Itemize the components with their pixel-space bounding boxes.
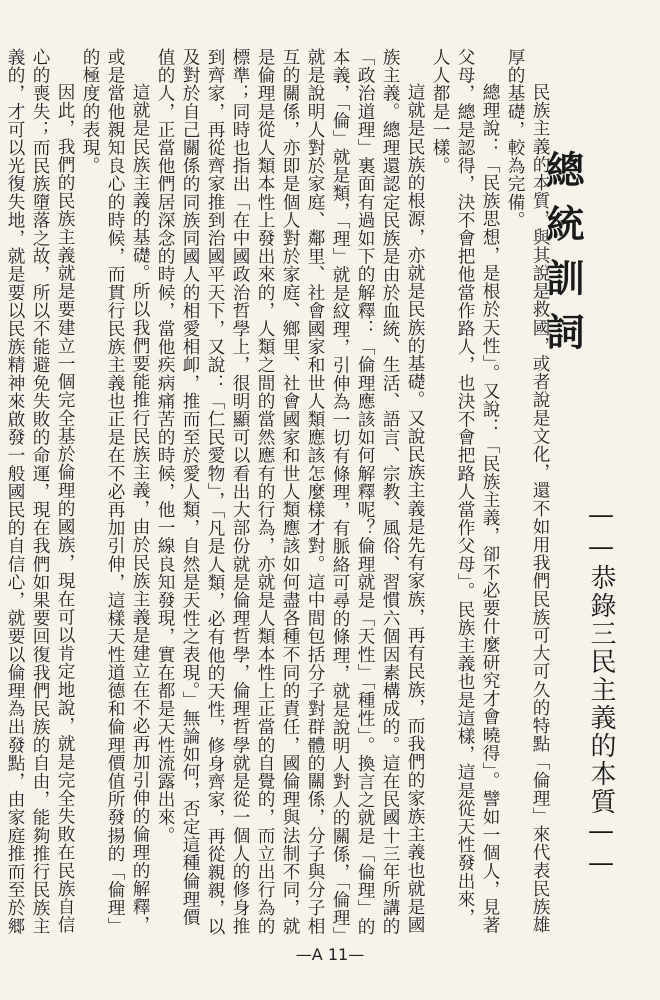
page-subtitle: ——恭錄三民主義的本質—— <box>586 500 616 880</box>
paragraph: 這就是民族主義的基礎。所以我們要能推行民族主義，由於民族主義是建立在不必再加引伸的倫理的解釋，或是當他親知良心的時候，而貫行民族主義也正是在不必再加引伸，這樣天性道德和倫理價值所發揚的「倫理」的極度的表現。 <box>80 48 150 935</box>
page-title: 總統訓詞 <box>540 150 585 366</box>
paragraph: 總理說：「民族思想，是根於天性」。又說：「民族主義，卻不必要什麼研究才會曉得」。譬如一個人，見著父母，總是認得，決不會把他當作路人，也決不會把路人當作父母」。民族主義也是這樣，這是從天性發出來，人人都是一樣。 <box>430 48 500 935</box>
paragraph: 民族主義的本質，與其說是救國，或者說是文化，還不如用我們民族可大可久的特點「倫理」來代表民族雄厚的基礎，較為完備。 <box>505 48 550 934</box>
paragraph: 這就是民族的根源，亦就是民族的基礎。又說民族主義是先有家族，再有民族，而我們的家族主義也就是國族主義。總理還認定民族是由於血統、生活、語言、宗教、風俗、習慣六個因素構成的。這在民國十三年所講的「政治道理」裏面有過如下的解釋：「倫理應該如何解釋呢？倫理就是「天性」「種性」。換言之就是「倫理」的本義，「倫」就是類，「理」就是紋理，引伸為一切有條理，有脈絡可尋的條理，就是說明人對人的關係，「倫理」就是說明人對於家庭、鄰里、社會國家和世人類應該怎麼樣才對。這中間包括分子對群體的關係，分子與分子相互的關係，亦即是個人對於家庭、鄉里、社會國家和世人類應該如何盡各種不同的責任，國倫理與法制不同，就是倫理是從人類本性上發出來的，人類之間的當然應有的行為，亦就是人類本性上正當的自覺的，而立出行為的標準；同時也指出「在中國政治哲學上，很明顯可以看出大部份就是倫理哲學，倫理哲學就是從一個人的修身推到齊家，再從齊家推到治國平天下，又說：「仁民愛物」，「凡是人類，必有他的天性，修身齊家，再從親親，以及對於自己關係的同族同國人的相愛相卹，推而至於愛人類，自然是天性之表現。」無論如何，否定這種倫理價值的人，正當他們居深念的時候，當他疾病痛苦的時候，他一線良知發現，實在都是天性流露出來。 <box>155 48 425 936</box>
page-number: —A 11— <box>295 945 365 964</box>
paragraph: 因此，我們的民族主義就是要建立一個完全基於倫理的國族，現在可以肯定地說，就是完全失敗在民族自信心的喪失；而民族墮落之故，所以不能避免失敗的命運，現在我們如果要回復我們民族的自由，能夠推行民族主義的，才可以光復失地，就是要以民族精神來啟發一般國民的自信心，就要以倫理為出發點，由家庭推而至於郷 <box>5 48 75 935</box>
subtitle-area <box>583 500 620 880</box>
body-text <box>5 48 552 938</box>
